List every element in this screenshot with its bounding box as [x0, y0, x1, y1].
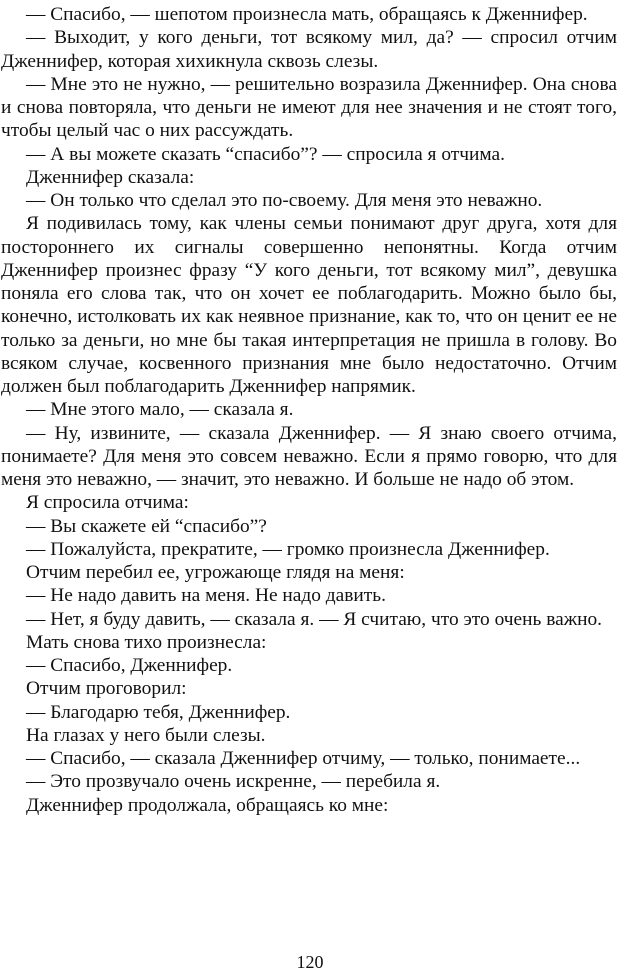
- paragraph-1: — Спасибо, — шепотом произнесла мать, обращаясь к Дженнифер.: [26, 4, 588, 25]
- paragraph-11: — Вы скажете ей “спасибо”?: [26, 515, 267, 537]
- body-text: [1, 3, 617, 817]
- paragraph-8: — Мне этого мало, — сказала я.: [26, 399, 294, 421]
- paragraph-4: — А вы можете сказать “спасибо”? — спросила я отчима.: [26, 143, 505, 165]
- paragraph-5: Дженнифер сказала:: [26, 166, 195, 188]
- paragraph-2: — Выходит, у кого деньги, тот всякому мил, да? — спросил отчим Дженнифер, которая хихикнула сквозь слезы.: [1, 27, 617, 72]
- paragraph-20: На глазах у него были слезы.: [26, 724, 266, 746]
- paragraph-21: — Спасибо, — сказала Дженнифер отчиму, — только, понимаете...: [26, 748, 581, 769]
- paragraph-22: — Это прозвучало очень искренне, — перебила я.: [26, 771, 441, 793]
- paragraph-7: Я подивилась тому, как члены семьи понимают друг друга, хотя для постороннего их сигналы совершенно непонятны. Когда отчим Дженнифер произнес фразу “У кого деньги, тот всякому мил”, девушка поняла его слова так, что он хочет ее поблагодарить. Можно было бы, конечно, истолковать их как неявное признание, как то, что он ценит ее не только за деньги, но мне бы такая интерпретация не пришла в голову. Во всяком случае, косвенного признания мне было недостаточно. Отчим должен был поблагодарить Дженнифер напрямик.: [1, 213, 617, 397]
- paragraph-3: — Мне это не нужно, — решительно возразила Дженнифер. Она снова и снова повторяла, что деньги не имеют для нее значения и не стоят того, чтобы целый час о них рассуждать.: [1, 73, 617, 142]
- paragraph-6: — Он только что сделал это по-своему. Для меня это неважно.: [26, 190, 543, 211]
- paragraph-12: — Пожалуйста, прекратите, — громко произнесла Дженнифер.: [26, 538, 550, 560]
- paragraph-13: Отчим перебил ее, угрожающе глядя на меня:: [26, 562, 405, 583]
- paragraph-17: — Спасибо, Дженнифер.: [26, 655, 233, 676]
- paragraph-16: Мать снова тихо произнесла:: [26, 631, 267, 653]
- paragraph-18: Отчим проговорил:: [26, 678, 187, 700]
- paragraph-23: Дженнифер продолжала, обращаясь ко мне:: [26, 794, 389, 816]
- paragraph-15: — Нет, я буду давить, — сказала я. — Я считаю, что это очень важно.: [26, 608, 603, 630]
- paragraph-19: — Благодарю тебя, Дженнифер.: [26, 701, 291, 723]
- paragraph-10: Я спросила отчима:: [26, 492, 189, 514]
- paragraph-9: — Ну, извините, — сказала Дженнифер. — Я знаю своего отчима, понимаете? Для меня это совсем неважно. Если я прямо говорю, что для меня это неважно, — значит, это неважно. И больше не надо об этом.: [1, 422, 617, 490]
- page-number: 120: [296, 952, 324, 972]
- paragraph-14: — Не надо давить на меня. Не надо давить.: [26, 585, 386, 607]
